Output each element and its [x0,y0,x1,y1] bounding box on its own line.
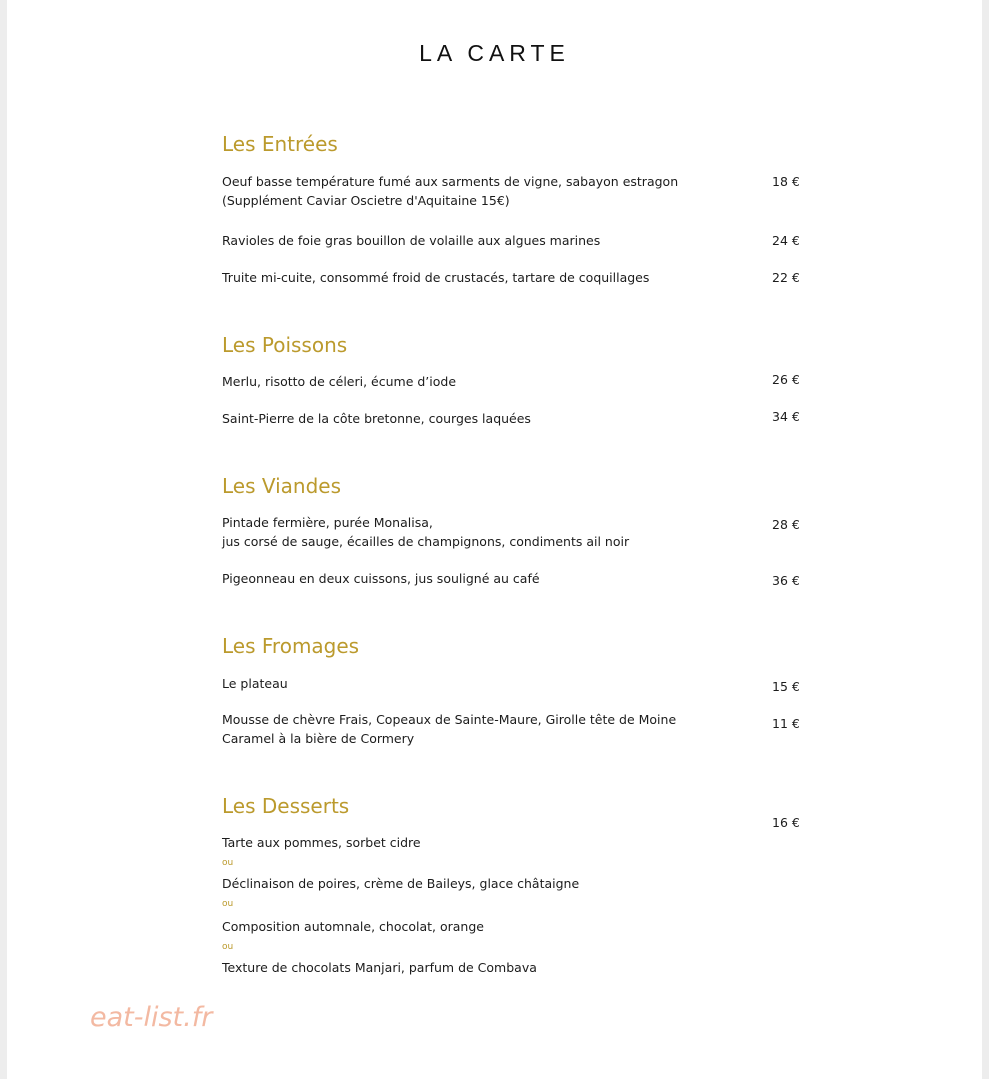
item-price: 18 € [772,174,800,189]
menu-page [7,0,982,1079]
item-price: 28 € [772,517,800,532]
separator-ou: ou [222,942,234,952]
separator-ou: ou [222,899,234,909]
item-description-line2: jus corsé de sauge, écailles de champignons, condiments ail noir [222,534,630,549]
menu-item [222,569,540,588]
section-heading-desserts: Les Desserts [222,794,350,818]
menu-item [222,513,629,551]
item-price: 11 € [772,716,800,731]
menu-item [222,231,600,250]
section-heading-entrees: Les Entrées [222,132,338,156]
item-description-line2: (Supplément Caviar Oscietre d'Aquitaine 15€) [222,193,510,208]
item-price: 15 € [772,679,800,694]
item-description: Merlu, risotto de céleri, écume d’iode [222,374,457,389]
item-price: 16 € [772,815,800,830]
item-price: 36 € [772,573,800,588]
dessert-option: Déclinaison de poires, crème de Baileys, glace châtaigne [222,876,580,891]
menu-item [222,268,649,287]
item-price: 24 € [772,233,800,248]
item-price: 22 € [772,270,800,285]
item-description: Pintade fermière, purée Monalisa, [222,515,433,530]
item-description: Mousse de chèvre Frais, Copeaux de Sainte-Maure, Girolle tête de Moine [222,712,677,727]
item-description: Truite mi-cuite, consommé froid de crustacés, tartare de coquillages [222,270,650,285]
item-description: Saint-Pierre de la côte bretonne, courges laquées [222,411,531,426]
section-heading-fromages: Les Fromages [222,634,360,658]
menu-item [222,372,456,391]
item-description: Ravioles de foie gras bouillon de volaille aux algues marines [222,233,601,248]
item-description: Le plateau [222,676,288,691]
item-price: 34 € [772,409,800,424]
item-description: Pigeonneau en deux cuissons, jus souligné au café [222,571,540,586]
watermark: eat-list.fr [90,1002,213,1033]
separator-ou: ou [222,858,234,868]
section-heading-viandes: Les Viandes [222,474,342,498]
item-description: Oeuf basse température fumé aux sarments de vigne, sabayon estragon [222,174,679,189]
menu-item [222,409,531,428]
section-heading-poissons: Les Poissons [222,333,348,357]
menu-item [222,674,288,693]
dessert-option: Tarte aux pommes, sorbet cidre [222,835,421,850]
menu-item [222,710,676,748]
item-price: 26 € [772,372,800,387]
dessert-option: Texture de chocolats Manjari, parfum de Combava [222,960,537,975]
dessert-option: Composition automnale, chocolat, orange [222,919,484,934]
page-title: LA CARTE [419,40,570,66]
menu-item [222,172,678,210]
item-description-line2: Caramel à la bière de Cormery [222,731,415,746]
